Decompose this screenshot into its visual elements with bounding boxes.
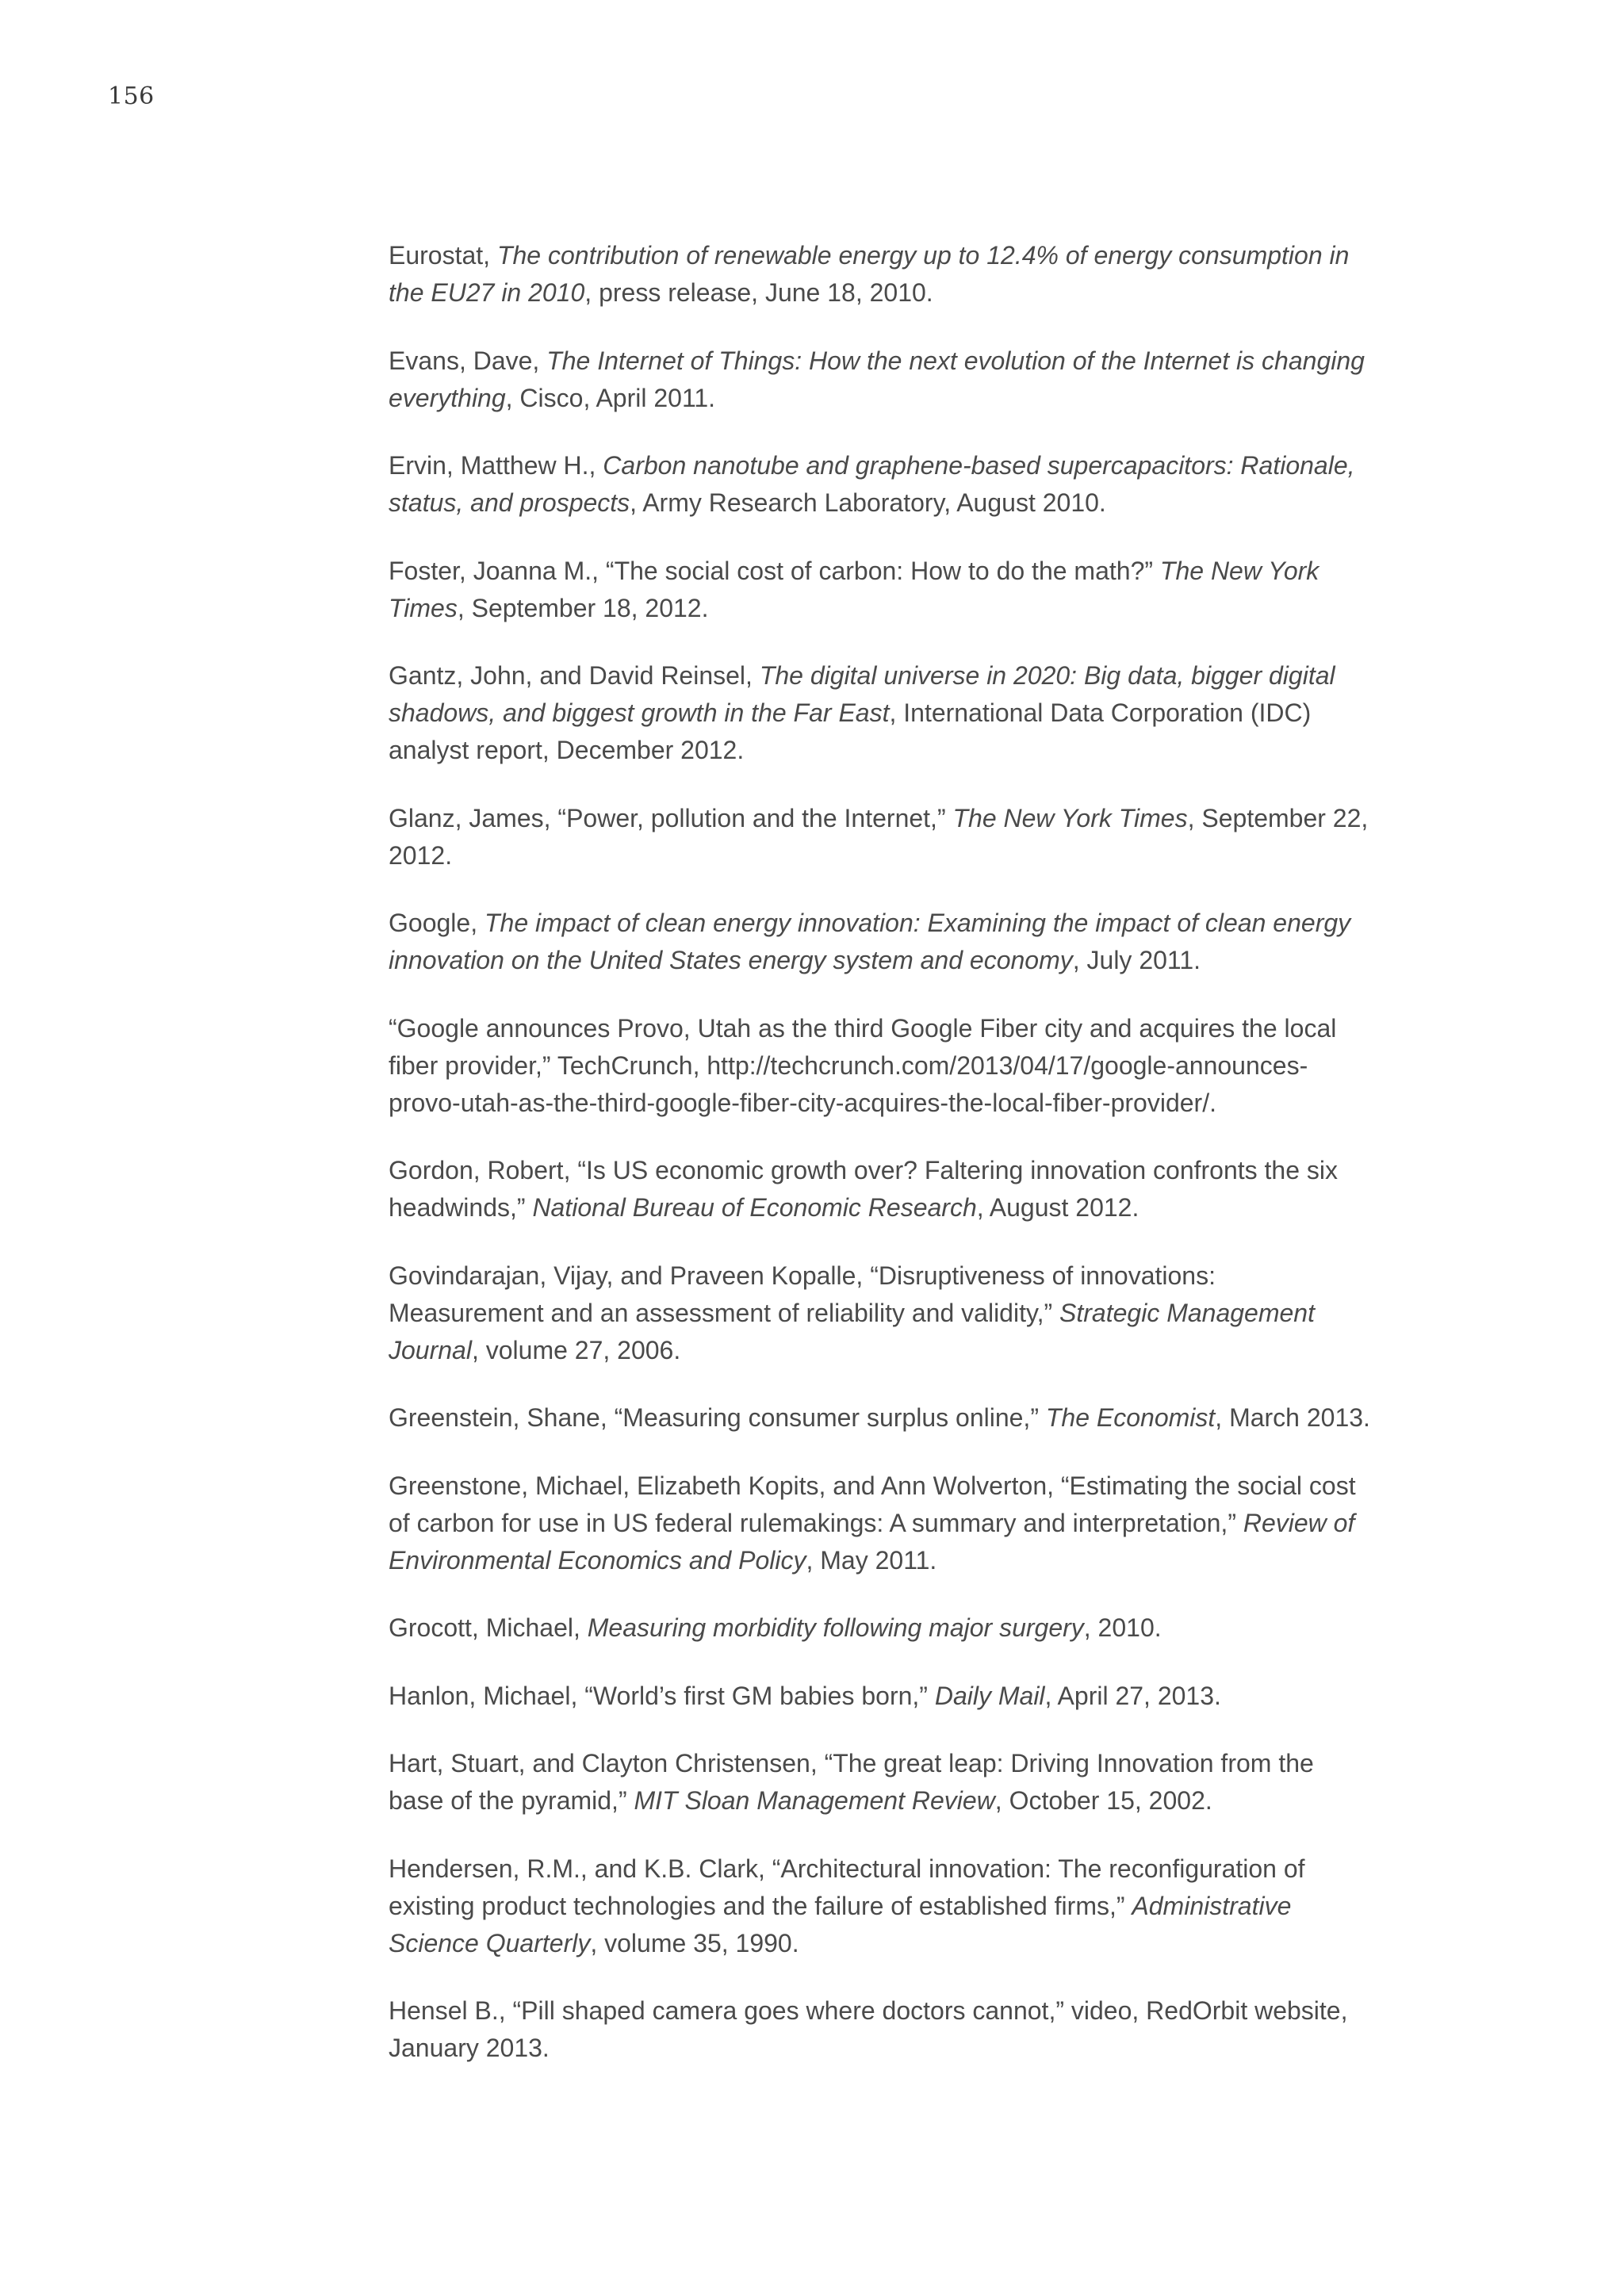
reference-text: Eurostat, bbox=[389, 241, 497, 270]
reference-text: , Cisco, April 2011. bbox=[505, 383, 716, 412]
reference-text: Greenstone, Michael, Elizabeth Kopits, and Ann Wolverton, “Estimating the social cost of carbon for use in US federal rulemakings: A summary and interpretation,” bbox=[389, 1471, 1356, 1537]
reference-text: Evans, Dave, bbox=[389, 346, 547, 375]
reference-title: The New York Times bbox=[952, 803, 1188, 832]
reference-entry bbox=[389, 1257, 1372, 1369]
reference-text: Grocott, Michael, bbox=[389, 1613, 588, 1642]
reference-entry bbox=[389, 1152, 1372, 1226]
reference-entry bbox=[389, 1399, 1372, 1437]
reference-title: Measuring morbidity following major surgery bbox=[587, 1613, 1084, 1642]
reference-title: The Internet of Things: How the next evolution of the Internet is changing everything bbox=[389, 346, 1365, 412]
reference-title: The digital universe in 2020: Big data, bigger digital shadows, and biggest growth in the Far East bbox=[389, 661, 1335, 727]
reference-text: Hart, Stuart, and Clayton Christensen, “The great leap: Driving Innovation from the base of the pyramid,” bbox=[389, 1749, 1314, 1815]
reference-title: MIT Sloan Management Review bbox=[634, 1786, 995, 1815]
reference-text: , press release, June 18, 2010. bbox=[584, 278, 933, 307]
reference-text: Gordon, Robert, “Is US economic growth over? Faltering innovation confronts the six headwinds,” bbox=[389, 1156, 1339, 1222]
page-number: 156 bbox=[108, 82, 155, 110]
reference-entry bbox=[389, 1010, 1372, 1122]
reference-text: Gantz, John, and David Reinsel, bbox=[389, 661, 760, 690]
reference-title: The Economist bbox=[1045, 1403, 1216, 1432]
reference-entry bbox=[389, 905, 1372, 979]
reference-text: , October 15, 2002. bbox=[994, 1786, 1212, 1815]
reference-text: , July 2011. bbox=[1072, 946, 1201, 974]
reference-title: The contribution of renewable energy up to 12.4% of energy consumption in the EU27 in 2010 bbox=[389, 241, 1350, 307]
reference-text: Glanz, James, “Power, pollution and the Internet,” bbox=[389, 803, 953, 832]
reference-entry bbox=[389, 447, 1372, 522]
reference-title: The impact of clean energy innovation: Examining the impact of clean energy innovation on the United States energy system and economy bbox=[389, 909, 1351, 974]
reference-text: , International Data Corporation (IDC) analyst report, December 2012. bbox=[389, 698, 1312, 764]
reference-text: Greenstein, Shane, “Measuring consumer surplus online,” bbox=[389, 1403, 1046, 1432]
reference-title: The New York Times bbox=[389, 556, 1320, 622]
reference-text: , Army Research Laboratory, August 2010. bbox=[630, 488, 1106, 517]
reference-entry bbox=[389, 1992, 1372, 2067]
reference-text: , September 22, 2012. bbox=[389, 803, 1369, 870]
reference-text: , May 2011. bbox=[806, 1545, 937, 1575]
reference-entry bbox=[389, 342, 1372, 417]
reference-title: Administrative Science Quarterly bbox=[389, 1891, 1292, 1957]
reference-text: Hensel B., “Pill shaped camera goes where doctors cannot,” video, RedOrbit website, January 2013. bbox=[389, 1996, 1348, 2062]
reference-text: , April 27, 2013. bbox=[1044, 1681, 1221, 1710]
reference-text: , September 18, 2012. bbox=[457, 593, 709, 622]
reference-entry bbox=[389, 800, 1372, 874]
reference-title: Daily Mail bbox=[934, 1681, 1045, 1710]
reference-text: , volume 27, 2006. bbox=[471, 1335, 681, 1364]
reference-entry bbox=[389, 553, 1372, 627]
reference-text: Foster, Joanna M., “The social cost of carbon: How to do the math?” bbox=[389, 556, 1160, 585]
reference-text: Google, bbox=[389, 909, 485, 937]
reference-entry bbox=[389, 1678, 1372, 1715]
reference-list bbox=[389, 237, 1372, 2098]
reference-text: Hanlon, Michael, “World’s first GM babies born,” bbox=[389, 1681, 935, 1710]
reference-title: Carbon nanotube and graphene-based supercapacitors: Rationale, status, and prospects bbox=[389, 451, 1355, 517]
reference-title: Review of Environmental Economics and Policy bbox=[389, 1508, 1355, 1575]
reference-title: Strategic Management Journal bbox=[389, 1298, 1315, 1364]
reference-entry bbox=[389, 1850, 1372, 1962]
reference-text: Govindarajan, Vijay, and Praveen Kopalle, “Disruptiveness of innovations: Measurement and an assessment of reliability and validity,” bbox=[389, 1261, 1216, 1327]
reference-entry bbox=[389, 237, 1372, 312]
reference-text: , August 2012. bbox=[976, 1193, 1139, 1222]
reference-text: Ervin, Matthew H., bbox=[389, 451, 603, 480]
reference-entry bbox=[389, 657, 1372, 769]
reference-text: , March 2013. bbox=[1215, 1403, 1370, 1432]
reference-entry bbox=[389, 1609, 1372, 1647]
reference-text: Hendersen, R.M., and K.B. Clark, “Architectural innovation: The reconfiguration of existing product technologies and the failure of established firms,” bbox=[389, 1854, 1305, 1920]
reference-entry bbox=[389, 1468, 1372, 1579]
reference-title: National Bureau of Economic Research bbox=[532, 1193, 977, 1222]
reference-text: “Google announces Provo, Utah as the third Google Fiber city and acquires the local fiber provider,” TechCrunch, http://techcrunch.com/2013/04/17/google-announces-provo-utah-as-the-third-google-fiber-city-acquires-the-local-fiber-provider/. bbox=[389, 1013, 1337, 1117]
reference-text: , volume 35, 1990. bbox=[590, 1928, 799, 1957]
reference-text: , 2010. bbox=[1083, 1613, 1162, 1642]
reference-entry bbox=[389, 1745, 1372, 1820]
